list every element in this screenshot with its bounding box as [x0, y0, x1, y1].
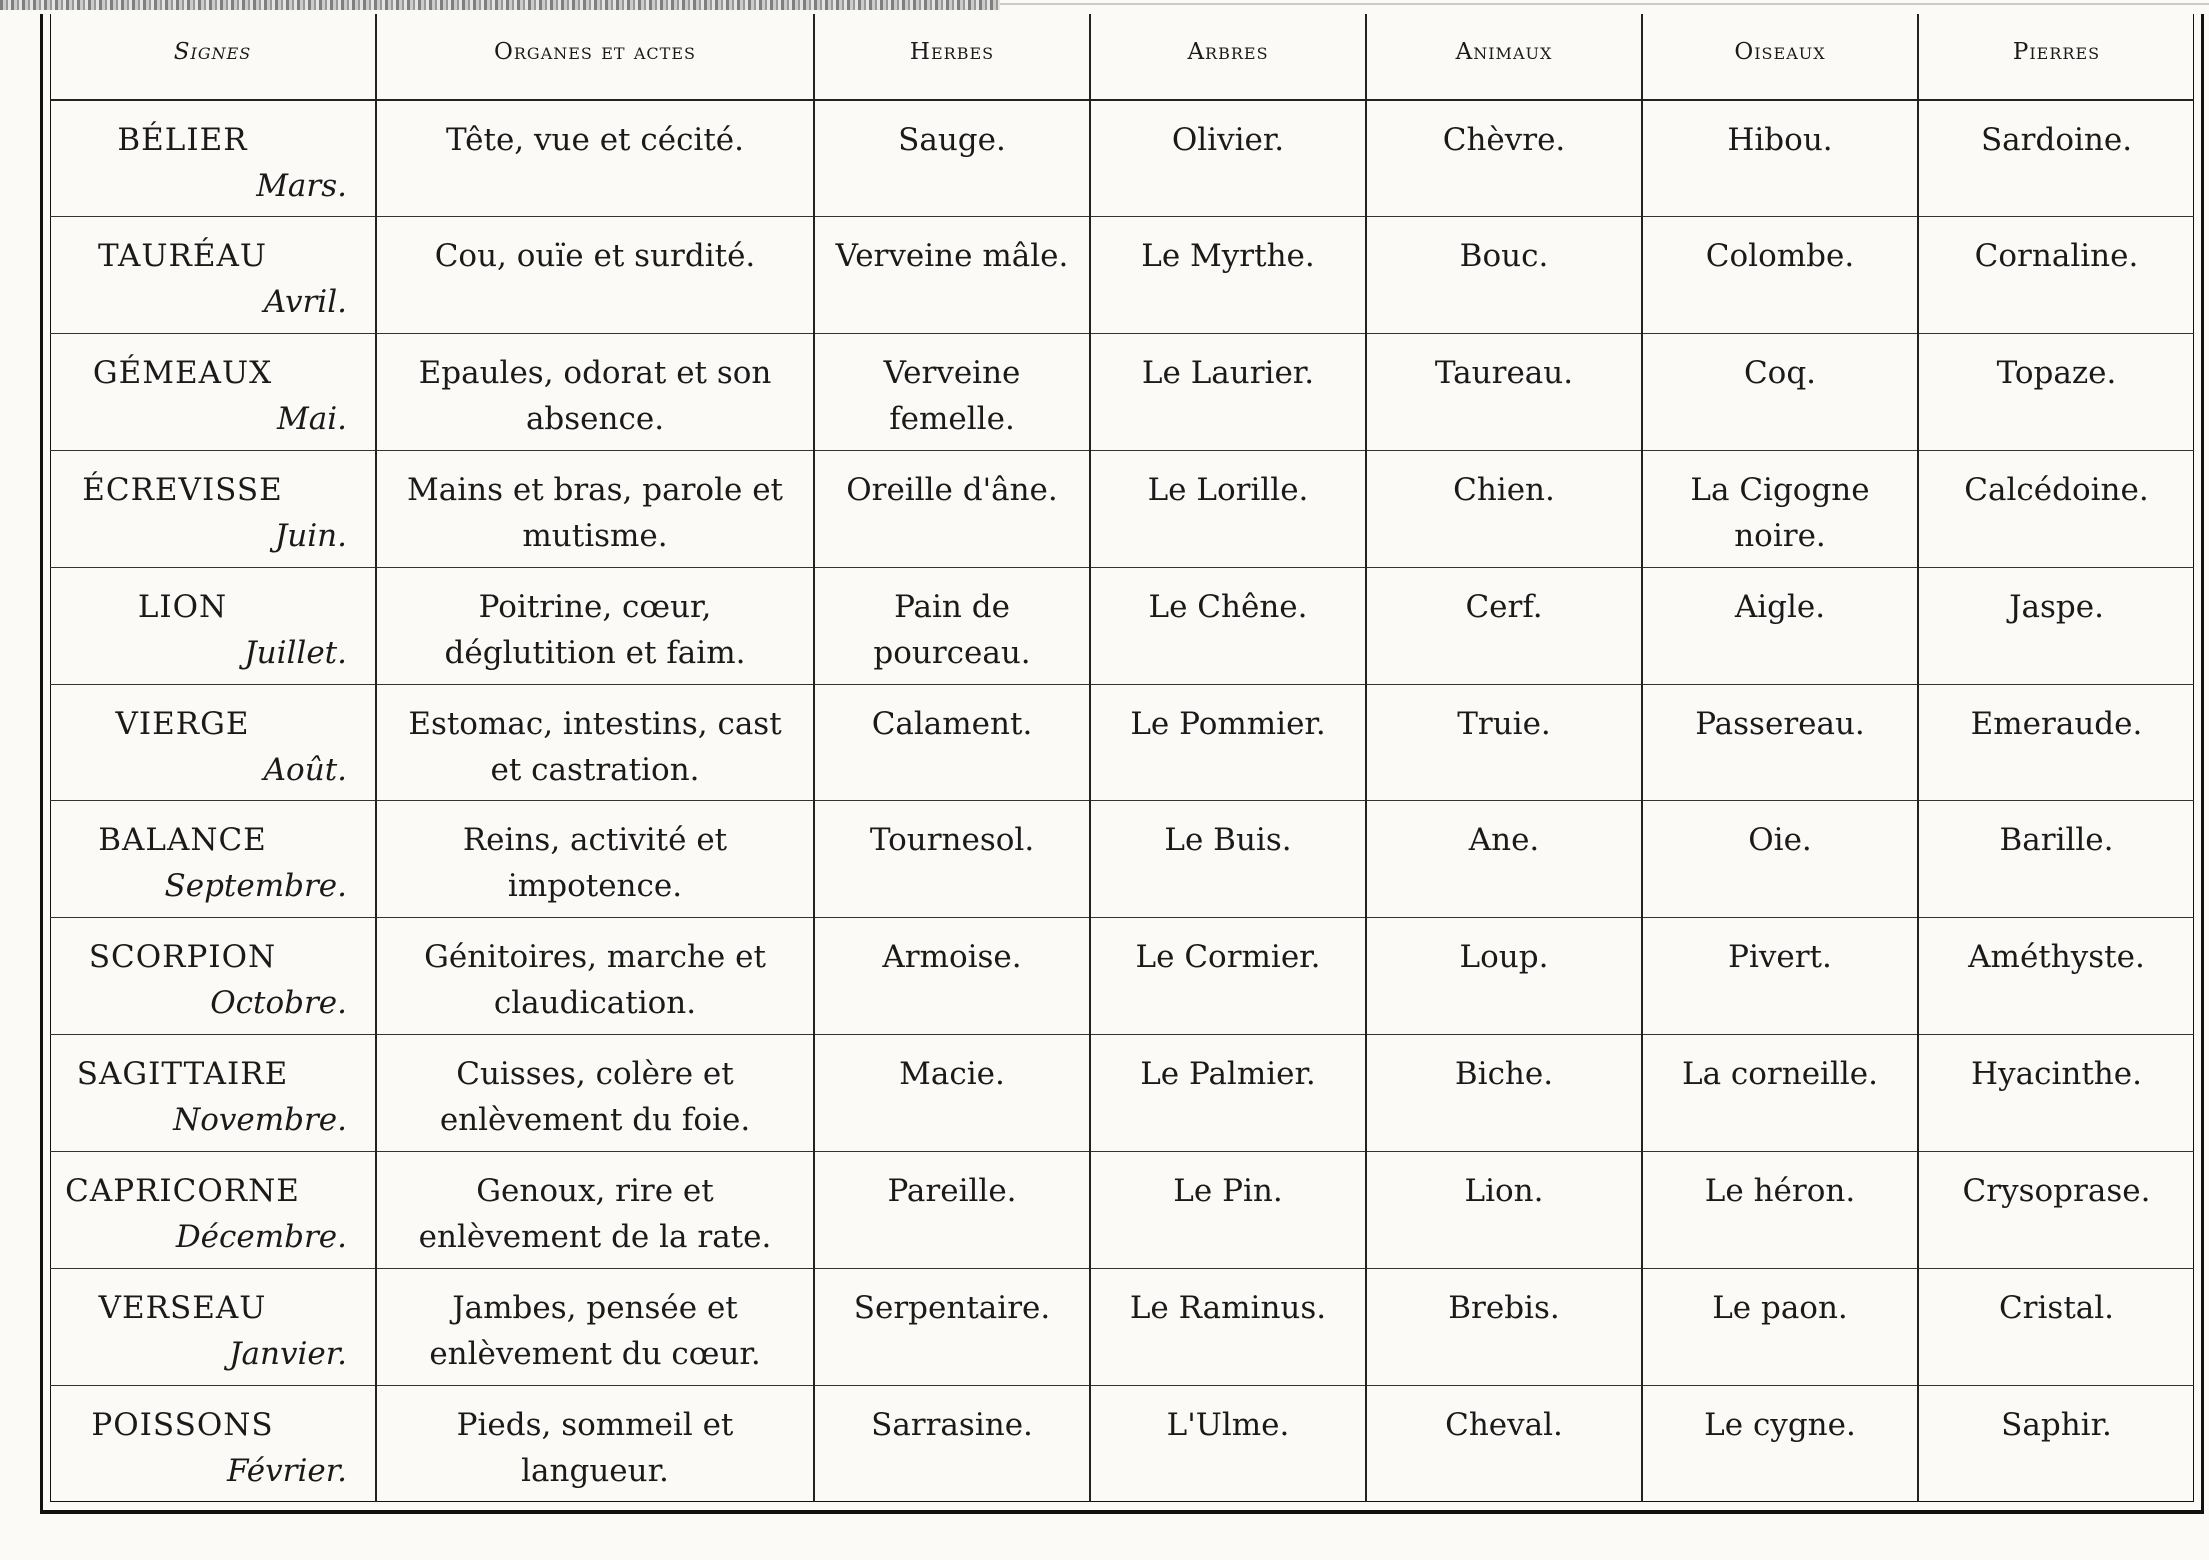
tree-cell-text: Le Pin. — [1173, 1172, 1283, 1209]
sign-cell — [50, 567, 376, 684]
tree-cell-text: Olivier. — [1171, 122, 1285, 158]
bird-cell — [1642, 918, 1918, 1035]
bird-cell-text: Aigle. — [1734, 588, 1826, 625]
organ-cell — [376, 334, 814, 451]
bird-cell — [1642, 1268, 1918, 1385]
bird-cell-text: Le paon. — [1712, 1289, 1848, 1326]
animal-cell-text: Biche. — [1454, 1056, 1554, 1093]
sign-month: Novembre. — [173, 1102, 347, 1139]
tree-cell — [1090, 450, 1366, 567]
tree-cell — [1090, 1151, 1366, 1268]
sign-month: Mars. — [256, 168, 347, 204]
organ-cell — [376, 450, 814, 567]
sign-name: CAPRICORNE — [65, 1172, 300, 1209]
bird-cell — [1642, 334, 1918, 451]
tree-cell-text: Le Chêne. — [1148, 588, 1308, 625]
tree-cell-text: Le Cormier. — [1135, 939, 1321, 976]
stone-cell — [1918, 567, 2194, 684]
table-row — [50, 567, 2194, 684]
organ-cell — [376, 1035, 814, 1152]
stone-cell — [1918, 334, 2194, 451]
tree-cell — [1090, 1035, 1366, 1152]
sign-month: Décembre. — [175, 1218, 347, 1255]
organ-cell-text: Mains et bras, parole et mutisme. — [406, 471, 783, 554]
sign-cell — [50, 684, 376, 801]
herb-cell-text: Serpentaire. — [853, 1289, 1051, 1326]
animal-cell-text: Taureau. — [1434, 355, 1574, 392]
sign-cell — [50, 450, 376, 567]
tree-cell-text: Le Lorille. — [1147, 471, 1309, 508]
bird-cell-text: Coq. — [1743, 355, 1817, 392]
sign-month: Septembre. — [164, 868, 347, 905]
tree-cell — [1090, 918, 1366, 1035]
tree-cell — [1090, 567, 1366, 684]
bird-cell — [1642, 1151, 1918, 1268]
tree-cell — [1090, 334, 1366, 451]
organ-cell-text: Poitrine, cœur, déglutition et faim. — [444, 588, 746, 671]
animal-cell — [1366, 801, 1642, 918]
organ-cell-text: Jambes, pensée et enlèvement du cœur. — [429, 1289, 761, 1372]
sign-name: LION — [137, 588, 228, 625]
sign-month: Octobre. — [210, 985, 347, 1022]
organ-cell — [376, 1268, 814, 1385]
sign-name: BÉLIER — [117, 122, 248, 158]
header-herbes: Herbes — [814, 14, 1090, 100]
table-row — [50, 217, 2194, 334]
herb-cell — [814, 684, 1090, 801]
herb-cell-text: Armoise. — [882, 939, 1022, 976]
table-row — [50, 334, 2194, 451]
sign-cell — [50, 334, 376, 451]
organ-cell — [376, 801, 814, 918]
header-arbres: Arbres — [1090, 14, 1366, 100]
bird-cell — [1642, 1035, 1918, 1152]
organ-cell-text: Estomac, intestins, cast et castration. — [408, 705, 782, 788]
herb-cell — [814, 1151, 1090, 1268]
herb-cell-text: Verveine femelle. — [883, 355, 1021, 438]
stone-cell-text: Améthyste. — [1968, 939, 2145, 976]
bird-cell-text: Oie. — [1748, 822, 1812, 859]
sign-name: ÉCREVISSE — [82, 471, 283, 508]
stone-cell-text: Emeraude. — [1970, 705, 2143, 742]
organ-cell-text: Tête, vue et cécité. — [445, 122, 744, 158]
animal-cell-text: Loup. — [1459, 939, 1549, 976]
bird-cell — [1642, 450, 1918, 567]
stone-cell-text: Hyacinthe. — [1971, 1056, 2142, 1093]
sign-cell — [50, 1151, 376, 1268]
sign-name: SAGITTAIRE — [76, 1056, 289, 1093]
organ-cell — [376, 100, 814, 217]
animal-cell — [1366, 1151, 1642, 1268]
table-row — [50, 918, 2194, 1035]
animal-cell — [1366, 1035, 1642, 1152]
herb-cell — [814, 100, 1090, 217]
herb-cell-text: Pareille. — [887, 1172, 1017, 1209]
stone-cell — [1918, 1035, 2194, 1152]
header-animaux: Animaux — [1366, 14, 1642, 100]
stone-cell-text: Saphir. — [2001, 1406, 2112, 1443]
sign-cell — [50, 1268, 376, 1385]
header-pierres: Pierres — [1918, 14, 2194, 100]
organ-cell-text: Epaules, odorat et son absence. — [418, 355, 772, 438]
tree-cell — [1090, 684, 1366, 801]
sign-name: VERSEAU — [98, 1289, 267, 1326]
header-organes: Organes et actes — [376, 14, 814, 100]
organ-cell-text: Genoux, rire et enlèvement de la rate. — [418, 1172, 772, 1255]
herb-cell — [814, 1385, 1090, 1502]
animal-cell — [1366, 684, 1642, 801]
bird-cell — [1642, 100, 1918, 217]
herb-cell-text: Verveine mâle. — [835, 238, 1069, 275]
top-border-ornament — [0, 0, 1000, 10]
animal-cell-text: Truie. — [1457, 705, 1551, 742]
tree-cell-text: Le Buis. — [1164, 822, 1292, 859]
table-row — [50, 1035, 2194, 1152]
stone-cell-text: Calcédoine. — [1964, 471, 2149, 508]
bird-cell — [1642, 217, 1918, 334]
sign-cell — [50, 1035, 376, 1152]
organ-cell-text: Cuisses, colère et enlèvement du foie. — [439, 1056, 751, 1139]
sign-name: BALANCE — [98, 822, 267, 859]
sign-month: Janvier. — [229, 1335, 347, 1372]
sign-cell — [50, 100, 376, 217]
herb-cell — [814, 801, 1090, 918]
animal-cell-text: Bouc. — [1459, 238, 1549, 275]
tree-cell-text: Le Laurier. — [1141, 355, 1315, 392]
tree-cell-text: Le Myrthe. — [1141, 238, 1315, 275]
animal-cell — [1366, 1268, 1642, 1385]
animal-cell-text: Chien. — [1453, 471, 1555, 508]
herb-cell-text: Oreille d'âne. — [846, 471, 1058, 508]
bird-cell — [1642, 1385, 1918, 1502]
correspondence-table — [50, 14, 2194, 1502]
animal-cell — [1366, 334, 1642, 451]
stone-cell — [1918, 217, 2194, 334]
tree-cell-text: L'Ulme. — [1166, 1406, 1290, 1443]
stone-cell — [1918, 100, 2194, 217]
herb-cell — [814, 334, 1090, 451]
header-signes: Signes — [50, 14, 376, 100]
tree-cell-text: Le Palmier. — [1140, 1056, 1316, 1093]
animal-cell — [1366, 450, 1642, 567]
stone-cell — [1918, 1151, 2194, 1268]
table-row — [50, 801, 2194, 918]
tree-cell — [1090, 801, 1366, 918]
herb-cell-text: Sauge. — [898, 122, 1006, 158]
table-row — [50, 1385, 2194, 1502]
bird-cell-text: Le héron. — [1704, 1172, 1856, 1209]
sign-month: Juillet. — [244, 634, 347, 671]
animal-cell — [1366, 217, 1642, 334]
animal-cell — [1366, 1385, 1642, 1502]
stone-cell-text: Sardoine. — [1980, 122, 2133, 158]
organ-cell — [376, 684, 814, 801]
animal-cell-text: Chèvre. — [1442, 122, 1566, 158]
sign-cell — [50, 801, 376, 918]
bird-cell-text: Hibou. — [1727, 122, 1833, 158]
bird-cell-text: Passereau. — [1695, 705, 1865, 742]
header-row — [50, 14, 2194, 100]
herb-cell — [814, 1035, 1090, 1152]
bird-cell-text: Pivert. — [1728, 939, 1832, 976]
sign-month: Février. — [226, 1452, 347, 1489]
bird-cell — [1642, 684, 1918, 801]
table-row — [50, 1268, 2194, 1385]
table-row — [50, 100, 2194, 217]
animal-cell — [1366, 100, 1642, 217]
organ-cell — [376, 1385, 814, 1502]
organ-cell-text: Cou, ouïe et surdité. — [434, 238, 756, 275]
sign-month: Juin. — [274, 517, 347, 554]
sign-month: Avril. — [263, 284, 347, 321]
sign-month: Août. — [263, 751, 347, 788]
organ-cell-text: Génitoires, marche et claudication. — [424, 939, 766, 1022]
herb-cell-text: Macie. — [899, 1056, 1005, 1093]
stone-cell — [1918, 918, 2194, 1035]
herb-cell — [814, 217, 1090, 334]
tree-cell-text: Le Pommier. — [1130, 705, 1326, 742]
header-oiseaux: Oiseaux — [1642, 14, 1918, 100]
stone-cell-text: Jaspe. — [2009, 588, 2104, 625]
table-row — [50, 1151, 2194, 1268]
top-border-line — [1000, 3, 2209, 5]
sign-cell — [50, 918, 376, 1035]
herb-cell — [814, 918, 1090, 1035]
bird-cell-text: La Cigogne noire. — [1690, 471, 1870, 554]
herb-cell-text: Calament. — [871, 705, 1033, 742]
organ-cell — [376, 1151, 814, 1268]
animal-cell-text: Ane. — [1468, 822, 1540, 859]
stone-cell-text: Barille. — [1999, 822, 2114, 859]
bird-cell-text: Le cygne. — [1704, 1406, 1856, 1443]
animal-cell — [1366, 567, 1642, 684]
organ-cell-text: Pieds, sommeil et langueur. — [456, 1406, 734, 1489]
stone-cell — [1918, 801, 2194, 918]
stone-cell-text: Crysoprase. — [1962, 1172, 2151, 1209]
tree-cell — [1090, 100, 1366, 217]
sign-name: TAURÉAU — [98, 238, 267, 275]
tree-cell — [1090, 217, 1366, 334]
sign-name: GÉMEAUX — [92, 355, 273, 392]
sign-month: Mai. — [277, 401, 347, 438]
bird-cell — [1642, 567, 1918, 684]
herb-cell — [814, 567, 1090, 684]
bird-cell — [1642, 801, 1918, 918]
organ-cell-text: Reins, activité et impotence. — [462, 822, 728, 905]
sign-name: SCORPION — [88, 939, 277, 976]
tree-cell — [1090, 1385, 1366, 1502]
animal-cell-text: Cerf. — [1465, 588, 1543, 625]
sign-name: VIERGE — [115, 705, 250, 742]
herb-cell-text: Sarrasine. — [871, 1406, 1033, 1443]
animal-cell-text: Brebis. — [1448, 1289, 1560, 1326]
animal-cell-text: Lion. — [1464, 1172, 1544, 1209]
herb-cell-text: Tournesol. — [869, 822, 1035, 859]
table-body — [50, 100, 2194, 1502]
table-row — [50, 684, 2194, 801]
sign-cell — [50, 217, 376, 334]
bird-cell-text: Colombe. — [1705, 238, 1855, 275]
stone-cell — [1918, 450, 2194, 567]
sign-cell — [50, 1385, 376, 1502]
table-row — [50, 450, 2194, 567]
animal-cell — [1366, 918, 1642, 1035]
stone-cell — [1918, 684, 2194, 801]
tree-cell — [1090, 1268, 1366, 1385]
stone-cell — [1918, 1385, 2194, 1502]
stone-cell — [1918, 1268, 2194, 1385]
animal-cell-text: Cheval. — [1445, 1406, 1563, 1443]
organ-cell — [376, 217, 814, 334]
tree-cell-text: Le Raminus. — [1129, 1289, 1327, 1326]
stone-cell-text: Cristal. — [1998, 1289, 2115, 1326]
stone-cell-text: Topaze. — [1996, 355, 2117, 392]
organ-cell — [376, 567, 814, 684]
herb-cell — [814, 450, 1090, 567]
herb-cell — [814, 1268, 1090, 1385]
stone-cell-text: Cornaline. — [1974, 238, 2139, 275]
organ-cell — [376, 918, 814, 1035]
herb-cell-text: Pain de pourceau. — [873, 588, 1031, 671]
sign-name: POISSONS — [91, 1406, 274, 1443]
bird-cell-text: La corneille. — [1681, 1056, 1879, 1093]
